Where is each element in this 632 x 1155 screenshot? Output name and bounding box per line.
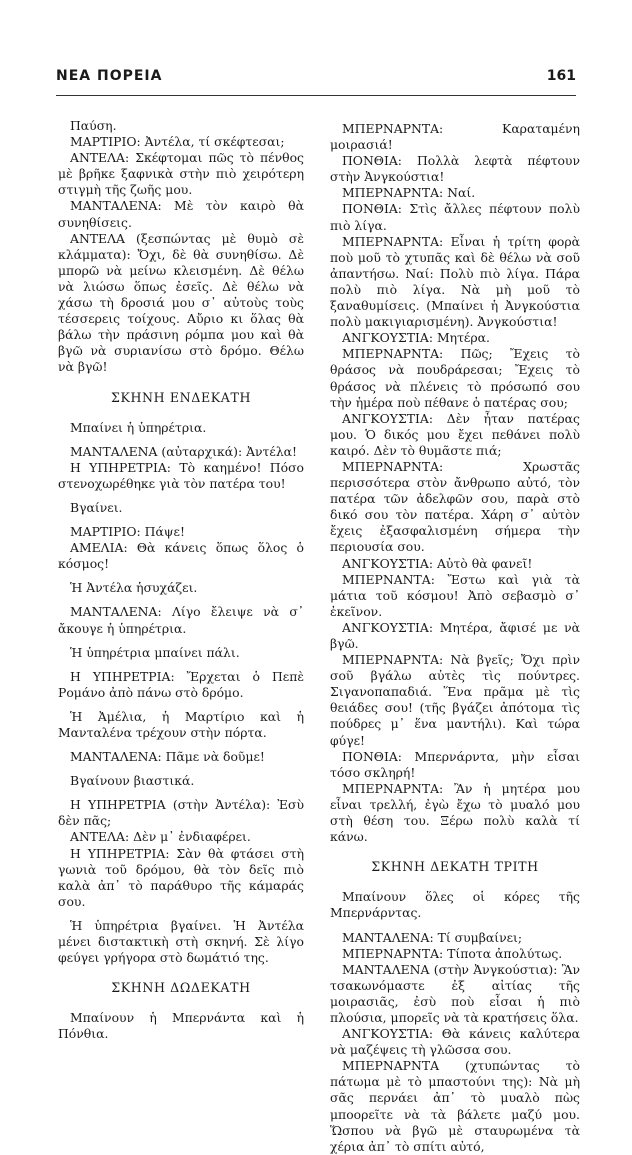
dialogue-line: ΜΠΕΡΝΑΡΝΤΑ: Ναί. (342, 185, 476, 201)
dialogue-line: Η ΥΠΗΡΕΤΡΙΑ: Σὰν θὰ φτάσει στὴ γωνιὰ τοῦ δρόμου, θὰ τὸν δεῖς πιὸ καλὰ ἀπ᾽ τὸ παράθυρο τῆς κάμαράς σου. (58, 845, 304, 909)
running-title: ΝΕΑ ΠΟΡΕΙΑ (56, 68, 163, 84)
dialogue-line: ΜΠΕΡΝΑΡΝΤΑ: Χρωστᾶς περισσότερα στὸν ἄνθρωπο αὐτό, τὸν πατέρα τῶν ἀδελφῶν σου, παρὰ στὸ δικό σου τὸν πατέρα. Χάρη σ᾽ αὐτὸν ἔχεις ἐξασφαλισμένη σήμερα τὴν περιουσία σου. (330, 458, 580, 555)
dialogue-line: ΜΠΕΡΝΑΡΝΤΑ: Πῶς; Ἔχεις τὸ θράσος νὰ πουδράρεσαι; Ἔχεις τὸ θράσος νὰ πλένεις τὸ πρόσωπό σου τὴν ἡμέρα ποὺ πέθανε ὁ πατέρας σου; (330, 346, 580, 410)
dialogue-line: ΑΝΤΕΛΑ: Σκέφτομαι πῶς τὸ πένθος μὲ βρῆκε ξαφνικὰ στὴν πιὸ χειρότερη στιγμὴ τῆς ζωῆς μου. (58, 150, 304, 198)
stage-direction: Ἡ ὑπηρέτρια μπαίνει πάλι. (70, 644, 240, 660)
left-column (58, 118, 304, 1043)
dialogue-line: Η ΥΠΗΡΕΤΡΙΑ: Τὸ καημένο! Πόσο στενοχωρέθηκε γιὰ τὸν πατέρα του! (58, 459, 304, 491)
dialogue-line: ΜΠΕΡΝΑΡΝΤΑ: Εἶναι ἡ τρίτη φορὰ ποὺ μοῦ τὸ χτυπᾶς καὶ δὲ θέλω νὰ σοῦ ἀπαντήσω. Ναί: Πολὺ πιὸ λίγα. Πάρα πολὺ πιὸ λίγα. Νὰ μὴ μοῦ τὸ ξαναθυμίσεις. (Μπαίνει ἡ Ἀνγκούστια πολὺ μακιγιαρισμένη). Ἀνγκούστια! (330, 233, 580, 330)
dialogue-line: ΠΟΝΘΙΑ: Στὶς ἄλλες πέφτουν πολὺ πιὸ λίγα. (330, 201, 580, 233)
dialogue-line: ΜΠΕΡΝΑΡΝΤΑ: Ἂν ἡ μητέρα μου εἶναι τρελλή, ἐγὼ ἔχω τὸ μυαλό μου στὴ θέση του. Ξέρω πολὺ καλὰ τί κάνω. (330, 780, 580, 845)
scene-heading: ΣΚΗΝΗ ΔΩΔΕΚΑΤΗ (111, 980, 251, 996)
dialogue-line: ΑΝΓΚΟΥΣΤΙΑ: Μητέρα, ἄφισέ με νὰ βγῶ. (330, 619, 580, 651)
scene-heading: ΣΚΗΝΗ ΕΝΔΕΚΑΤΗ (110, 389, 252, 405)
scene-heading: ΣΚΗΝΗ ΔΕΚΑΤΗ ΤΡΙΤΗ (371, 859, 539, 875)
dialogue-line: ΜΑΝΤΑΛΕΝΑ: Τί συμβαίνει; (342, 929, 523, 945)
dialogue-line: ΜΠΕΡΝΑΡΝΤΑ: Καραταμένη μοιρασιά! (330, 121, 580, 153)
dialogue-line: ΜΑΝΤΑΛΕΝΑ: Πᾶμε νὰ δοῦμε! (70, 749, 265, 765)
stage-direction: Μπαίνουν ὅλες οἱ κόρες τῆς Μπερνάρντας. (330, 889, 580, 921)
page-header (56, 68, 576, 90)
stage-direction: Παύση. (70, 118, 117, 133)
stage-direction: Μπαίνει ἡ ὑπηρέτρια. (70, 419, 207, 435)
dialogue-line: ΜΠΕΡΝΑΡΝΤΑ (χτυπώντας τὸ πάτωμα μὲ τὸ μπαστούνι της): Νὰ μὴ σᾶς περνάει ἀπ᾽ τὸ μυαλὸ πὼς μποορεῖτε νὰ τὰ βάλετε μαζύ μου. Ὥσπου νὰ βγῶ μὲ σταυρωμένα τὰ χέρια ἀπ᾽ τὸ σπίτι αὐτό, (330, 1058, 580, 1154)
header-rule (56, 95, 576, 96)
dialogue-line: ΑΝΓΚΟΥΣΤΙΑ: Μητέρα. (342, 330, 490, 346)
dialogue-line: Η ΥΠΗΡΕΤΡΙΑ: Ἔρχεται ὁ Πεπὲ Ρομάνο ἀπὸ πάνω στὸ δρόμο. (58, 668, 304, 700)
right-column (330, 121, 580, 1155)
dialogue-line: ΜΠΕΡΝΑΡΝΤΑ: Τίποτα ἀπολύτως. (342, 945, 563, 961)
stage-direction: Ἡ Ἀντέλα ἡσυχάζει. (70, 580, 198, 596)
dialogue-line: ΑΝΓΚΟΥΣΤΙΑ: Θὰ κάνεις καλύτερα νὰ μαζέψεις τὴ γλῶσσα σου. (330, 1026, 580, 1058)
stage-direction: Ἡ ὑπηρέτρια βγαίνει. Ἡ Ἀντέλα μένει διστακτικὴ στὴ σκηνή. Σὲ λίγο φεύγει γρήγορα στὸ δωμάτιό της. (58, 917, 304, 966)
dialogue-line: ΑΝΓΚΟΥΣΤΙΑ: Αὐτὸ θὰ φανεῖ! (342, 555, 533, 571)
stage-direction: Βγαίνουν βιαστικά. (70, 773, 195, 789)
stage-direction: Ἡ Ἀμέλια, ἡ Μαρτίριο καὶ ἡ Μανταλένα τρέχουν στὴν πόρτα. (58, 708, 304, 740)
dialogue-line: ΜΑΝΤΑΛΕΝΑ: Μὲ τὸν καιρὸ θὰ συνηθίσεις. (58, 198, 304, 230)
dialogue-line: ΜΠΕΡΝΑΡΝΤΑ: Νὰ βγεῖς; Ὄχι πρὶν σοῦ βγάλω αὐτὲς τὶς πούντρες. Σιγανοπαπαδιά. Ἕνα πρᾶμα μὲ τὶς θειάδες σου! (τῆς βγάζει ἀπότομα τὶς πούδρες μ᾽ ἕνα μαντήλι). Καὶ τώρα φύγε! (330, 652, 580, 748)
stage-direction: Μπαίνουν ἡ Μπερνάντα καὶ ἡ Πόνθια. (58, 1010, 304, 1042)
dialogue-line: ΑΜΕΛΙΑ: Θὰ κάνεις ὅπως ὅλος ὁ κόσμος! (58, 540, 304, 572)
dialogue-line: ΜΑΝΤΑΛΕΝΑ (στὴν Ἀνγκούστια): Ἂν τσακωνόμαστε ἐξ αἰτίας τῆς μοιρασιᾶς, ἐσὺ ποὺ εἶσαι ἡ πιὸ πλούσια, μπορεῖς νὰ τὰ κρατήσεις ὅλα. (330, 961, 580, 1025)
dialogue-line: ΠΟΝΘΙΑ: Πολλὰ λεφτὰ πέφτουν στὴν Ἀνγκούστια! (330, 153, 580, 185)
dialogue-line: ΜΑΡΤΙΡΙΟ: Ἀντέλα, τί σκέφτεσαι; (70, 134, 285, 150)
stage-direction: Βγαίνει. (70, 499, 123, 515)
dialogue-line: ΜΑΝΤΑΛΕΝΑ (αὐταρχικά): Ἀντέλα! (70, 443, 298, 459)
dialogue-line: ΜΑΝΤΑΛΕΝΑ: Λίγο ἔλειψε νὰ σ᾽ ἄκουγε ἡ ὑπηρέτρια. (58, 604, 304, 636)
dialogue-line: ΑΝΤΕΛΑ (ξεσπώντας μὲ θυμὸ σὲ κλάμματα): Ὄχι, δὲ θὰ συνηθίσω. Δὲ μπορῶ νὰ μείνω κλεισμένη. Δὲ θέλω νὰ λιώσω ὅπως ἐσεῖς. Δὲ θέλω νὰ χάσω τὴ δροσιά μου σ᾽ αὐτοὺς τοὺς τέσσερεις τοίχους. Αὔριο κι ὅλας θὰ βάλω τὴν πράσινη ρόμπα μου καὶ θὰ βγῶ νὰ συριανίσω στὸ δρόμο. Θέλω νὰ βγῶ! (58, 230, 304, 375)
dialogue-line: ΑΝΤΕΛΑ: Δὲν μ᾽ ἐνδιαφέρει. (70, 829, 251, 845)
page-number: 161 (546, 68, 576, 84)
dialogue-line: ΜΠΕΡΝΑΝΤΑ: Ἔστω καὶ γιὰ τὰ μάτια τοῦ κόσμου! Ἀπὸ σεβασμὸ σ᾽ ἐκεῖνον. (330, 571, 580, 619)
dialogue-line: ΑΝΓΚΟΥΣΤΙΑ: Δὲν ἦταν πατέρας μου. Ὁ δικός μου ἔχει πεθάνει πολὺ καιρό. Δὲν τὸ θυμᾶστε πιά; (330, 410, 580, 458)
dialogue-line: Η ΥΠΗΡΕΤΡΙΑ (στὴν Ἀντέλα): Ἐσὺ δὲν πᾶς; (58, 797, 304, 829)
dialogue-line: ΠΟΝΘΙΑ: Μπερνάρντα, μὴν εἶσαι τόσο σκληρή! (330, 748, 580, 780)
dialogue-line: ΜΑΡΤΙΡΙΟ: Πάψε! (70, 524, 185, 540)
